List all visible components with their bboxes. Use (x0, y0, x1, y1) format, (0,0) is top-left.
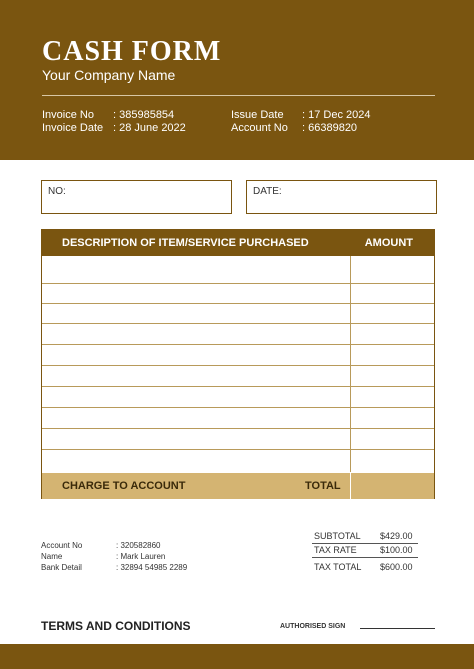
totals-divider (312, 557, 418, 558)
bank-account-no-value: : 320582860 (116, 541, 161, 550)
invoice-no-value: : 385985854 (113, 109, 175, 121)
table-row[interactable] (42, 256, 434, 284)
header-divider (42, 95, 435, 96)
date-field-label: DATE: (253, 186, 282, 197)
footer-band (0, 644, 474, 669)
subtotal-value: $429.00 (380, 531, 413, 541)
table-row[interactable] (42, 366, 434, 387)
subtotal-label: SUBTOTAL (314, 531, 361, 541)
authorised-sign-label: AUTHORISED SIGN (280, 623, 346, 630)
bank-detail-label: Bank Detail (41, 563, 82, 572)
items-table (41, 229, 435, 499)
no-field-label: NO: (48, 186, 66, 197)
footer-divider (350, 473, 351, 499)
table-footer (42, 473, 434, 499)
totals-divider (312, 543, 418, 544)
bank-account-no-label: Account No (41, 541, 83, 550)
issue-date-value: : 17 Dec 2024 (302, 109, 371, 121)
invoice-date-value: : 28 June 2022 (113, 122, 186, 134)
header-banner (0, 0, 474, 160)
charge-to-account-label: CHARGE TO ACCOUNT (62, 480, 186, 492)
account-no-value: : 66389820 (302, 122, 358, 134)
table-row[interactable] (42, 345, 434, 366)
bank-detail-value: : 32894 54985 2289 (116, 563, 188, 572)
column-divider (350, 256, 351, 472)
invoice-date-label: Invoice Date (42, 122, 104, 134)
table-row[interactable] (42, 387, 434, 408)
tax-total-label: TAX TOTAL (314, 562, 362, 572)
form-title: CASH FORM (42, 36, 222, 67)
description-column-header: DESCRIPTION OF ITEM/SERVICE PURCHASED (62, 237, 309, 249)
table-row[interactable] (42, 284, 434, 304)
issue-date-label: Issue Date (231, 109, 284, 121)
company-name: Your Company Name (42, 67, 176, 83)
table-row[interactable] (42, 324, 434, 345)
table-header (42, 230, 434, 256)
table-row[interactable] (42, 408, 434, 429)
amount-column-header: AMOUNT (364, 237, 413, 249)
tax-rate-value: $100.00 (380, 545, 413, 555)
invoice-no-label: Invoice No (42, 109, 94, 121)
table-row[interactable] (42, 450, 434, 472)
signature-line[interactable] (360, 628, 435, 629)
total-label: TOTAL (305, 480, 341, 492)
bank-name-value: : Mark Lauren (116, 552, 166, 561)
table-row[interactable] (42, 304, 434, 324)
table-row[interactable] (42, 429, 434, 450)
bank-name-label: Name (41, 552, 63, 561)
date-field[interactable] (246, 180, 437, 214)
account-no-label: Account No (231, 122, 288, 134)
no-field[interactable] (41, 180, 232, 214)
tax-rate-label: TAX RATE (314, 545, 357, 555)
tax-total-value: $600.00 (380, 562, 413, 572)
terms-heading: TERMS AND CONDITIONS (41, 619, 191, 633)
